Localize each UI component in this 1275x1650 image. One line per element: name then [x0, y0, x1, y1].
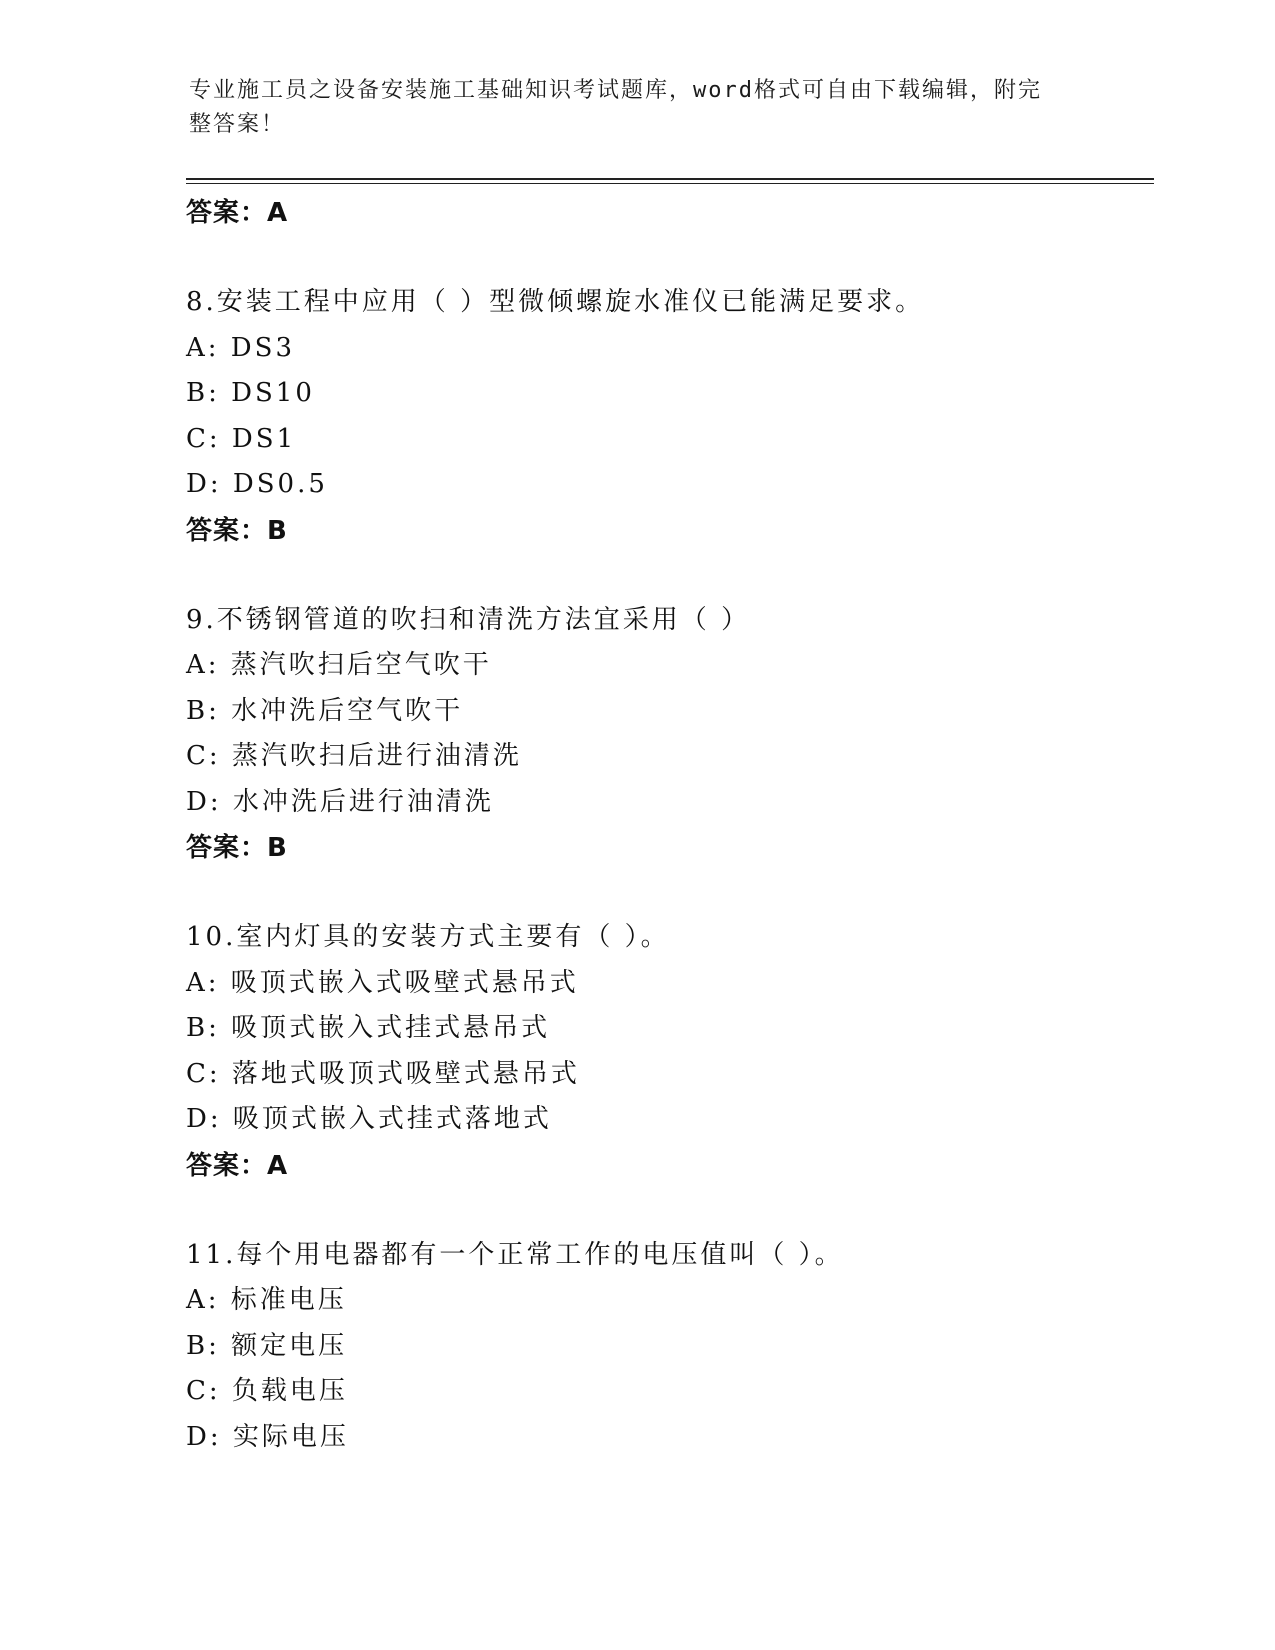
question-stem: 8.安装工程中应用（ ）型微倾螺旋水准仪已能满足要求。: [186, 287, 925, 317]
option-c: C: 落地式吸顶式吸壁式悬吊式: [186, 1058, 580, 1089]
option-b: B: 额定电压: [186, 1330, 348, 1361]
option-d: D: 水冲洗后进行油清洗: [186, 786, 494, 817]
option-b: B: 水冲洗后空气吹干: [186, 695, 464, 726]
option-d: D: 实际电压: [186, 1421, 349, 1452]
option-b: B: DS10: [186, 378, 315, 408]
option-d: D: DS0.5: [186, 469, 328, 499]
question-list: [186, 190, 1146, 1460]
option-a: A: 标准电压: [186, 1285, 347, 1315]
question-stem: 11.每个用电器都有一个正常工作的电压值叫（ ）。: [186, 1239, 844, 1270]
answer-line: 答案：A: [186, 1150, 289, 1181]
answer-line: 答案：A: [186, 198, 289, 228]
question-stem: 10.室内灯具的安装方式主要有（ ）。: [186, 922, 670, 952]
option-a: A: 蒸汽吹扫后空气吹干: [186, 650, 492, 680]
question-8: [186, 280, 1146, 554]
question-9: [186, 598, 1146, 872]
header-line-2: 整答案！: [189, 112, 286, 137]
document-header: [189, 74, 1069, 142]
option-c: C: 负载电压: [186, 1376, 348, 1406]
option-b: B: 吸顶式嵌入式挂式悬吊式: [186, 1013, 551, 1043]
option-d: D: 吸顶式嵌入式挂式落地式: [186, 1104, 552, 1134]
header-rule-thin: [186, 183, 1154, 184]
question-stem: 9.不锈钢管道的吹扫和清洗方法宜采用（ ）: [186, 604, 751, 635]
answer-line: 答案：B: [186, 833, 288, 863]
header-rule-thick: [186, 178, 1154, 180]
option-a: A: 吸顶式嵌入式吸壁式悬吊式: [186, 967, 579, 998]
question-11: [186, 1233, 1146, 1461]
answer-line: 答案：B: [186, 515, 288, 546]
header-line-1: 专业施工员之设备安装施工基础知识考试题库，word格式可自由下载编辑，附完: [189, 78, 1042, 103]
option-c: C: 蒸汽吹扫后进行油清洗: [186, 741, 522, 771]
option-c: C: DS1: [186, 423, 297, 454]
option-a: A: DS3: [186, 332, 295, 363]
question-10: [186, 915, 1146, 1189]
